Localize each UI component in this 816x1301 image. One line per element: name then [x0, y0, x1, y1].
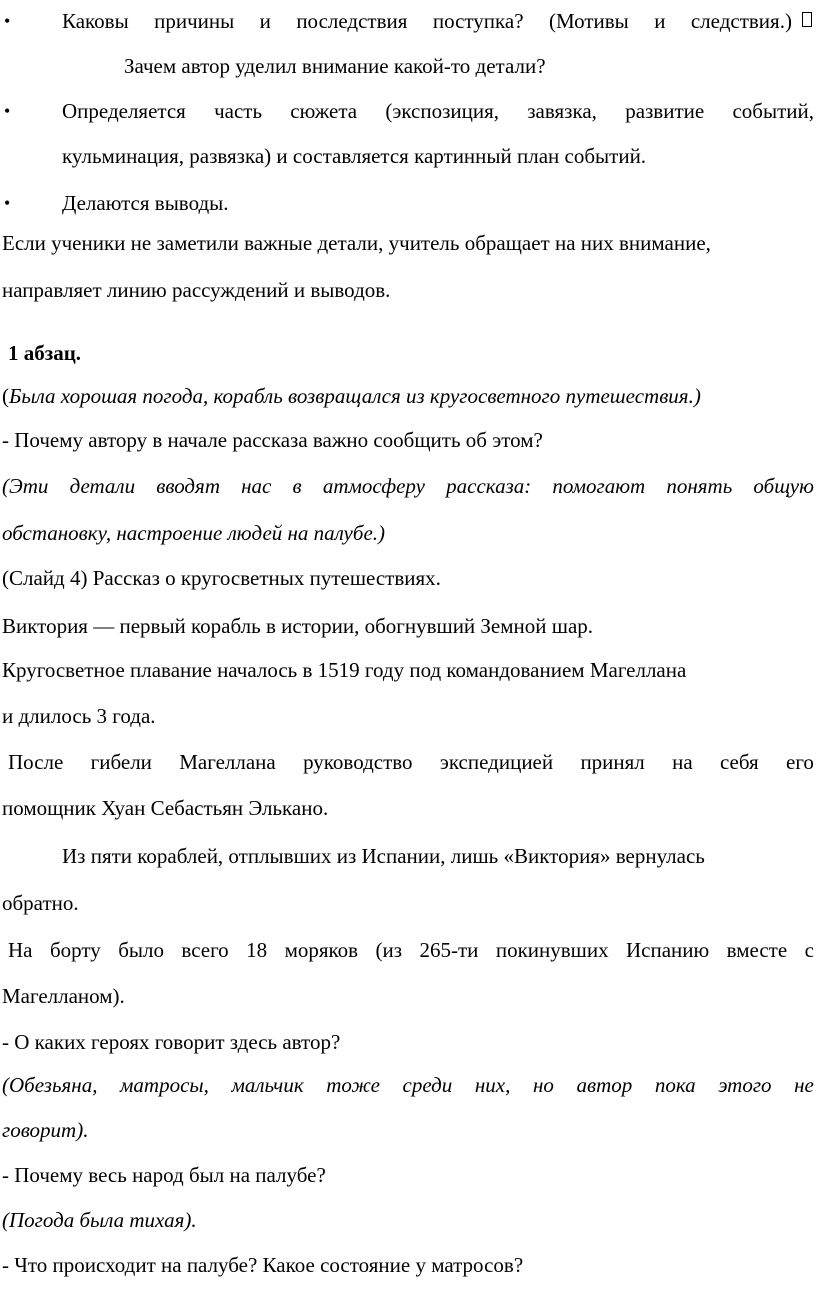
missing-glyph-box-icon [802, 12, 812, 27]
answer-1-line-2: обстановку, настроение людей на палубе.) [2, 521, 386, 545]
bullet-marker: • [4, 101, 11, 121]
bullet-marker: • [4, 11, 11, 31]
ships-line-2: обратно. [2, 891, 79, 915]
crew-line-1: На борту было всего 18 моряков (из 265-ти покинувших Испанию вместе с [8, 938, 814, 962]
bullet-1-line-2: Зачем автор уделил внимание какой-то детали? [124, 54, 546, 78]
bullet-2-line-2: кульминация, развязка) и составляется картинный план событий. [62, 144, 647, 168]
question-4: - Что происходит на палубе? Какое состояние у матросов? [2, 1253, 524, 1277]
answer-1-line-1: (Эти детали вводят нас в атмосферу рассказа: помогают понять общую [2, 474, 814, 498]
bullet-2-line-1: Определяется часть сюжета (экспозиция, завязка, развитие событий, [62, 99, 814, 123]
voyage-line-2: и длилось 3 года. [2, 704, 156, 728]
slide-note: (Слайд 4) Рассказ о кругосветных путешествиях. [2, 566, 441, 590]
question-3: - Почему весь народ был на палубе? [2, 1163, 326, 1187]
teacher-note-line-1: Если ученики не заметили важные детали, учитель обращает на них внимание, [2, 231, 711, 255]
bullet-1-line-1: Каковы причины и последствия поступка? (Мотивы и следствия.) [62, 9, 792, 33]
question-1: - Почему автору в начале рассказа важно сообщить об этом? [2, 428, 543, 452]
bullet-marker: • [4, 193, 11, 213]
answer-2-line-1: (Обезьяна, матросы, мальчик тоже среди них, но автор пока этого не [2, 1073, 814, 1097]
elcano-line-2: помощник Хуан Себастьян Элькано. [2, 796, 329, 820]
paragraph-summary: (Была хорошая погода, корабль возвращался из кругосветного путешествия.) [2, 384, 701, 408]
crew-line-2: Магелланом). [2, 984, 125, 1008]
victoria-line: Виктория — первый корабль в истории, обогнувший Земной шар. [2, 614, 594, 638]
answer-3: (Погода была тихая). [2, 1208, 197, 1232]
section-heading: 1 абзац. [8, 341, 82, 365]
bullet-3-line-1: Делаются выводы. [62, 191, 229, 215]
teacher-note-line-2: направляет линию рассуждений и выводов. [2, 278, 391, 302]
question-2: - О каких героях говорит здесь автор? [2, 1030, 341, 1054]
voyage-line-1: Кругосветное плавание началось в 1519 году под командованием Магеллана [2, 658, 687, 682]
answer-2-line-2: говорит). [2, 1118, 89, 1142]
ships-line-1: Из пяти кораблей, отплывших из Испании, лишь «Виктория» вернулась [62, 844, 705, 868]
elcano-line-1: После гибели Магеллана руководство экспедицией принял на себя его [8, 750, 814, 774]
